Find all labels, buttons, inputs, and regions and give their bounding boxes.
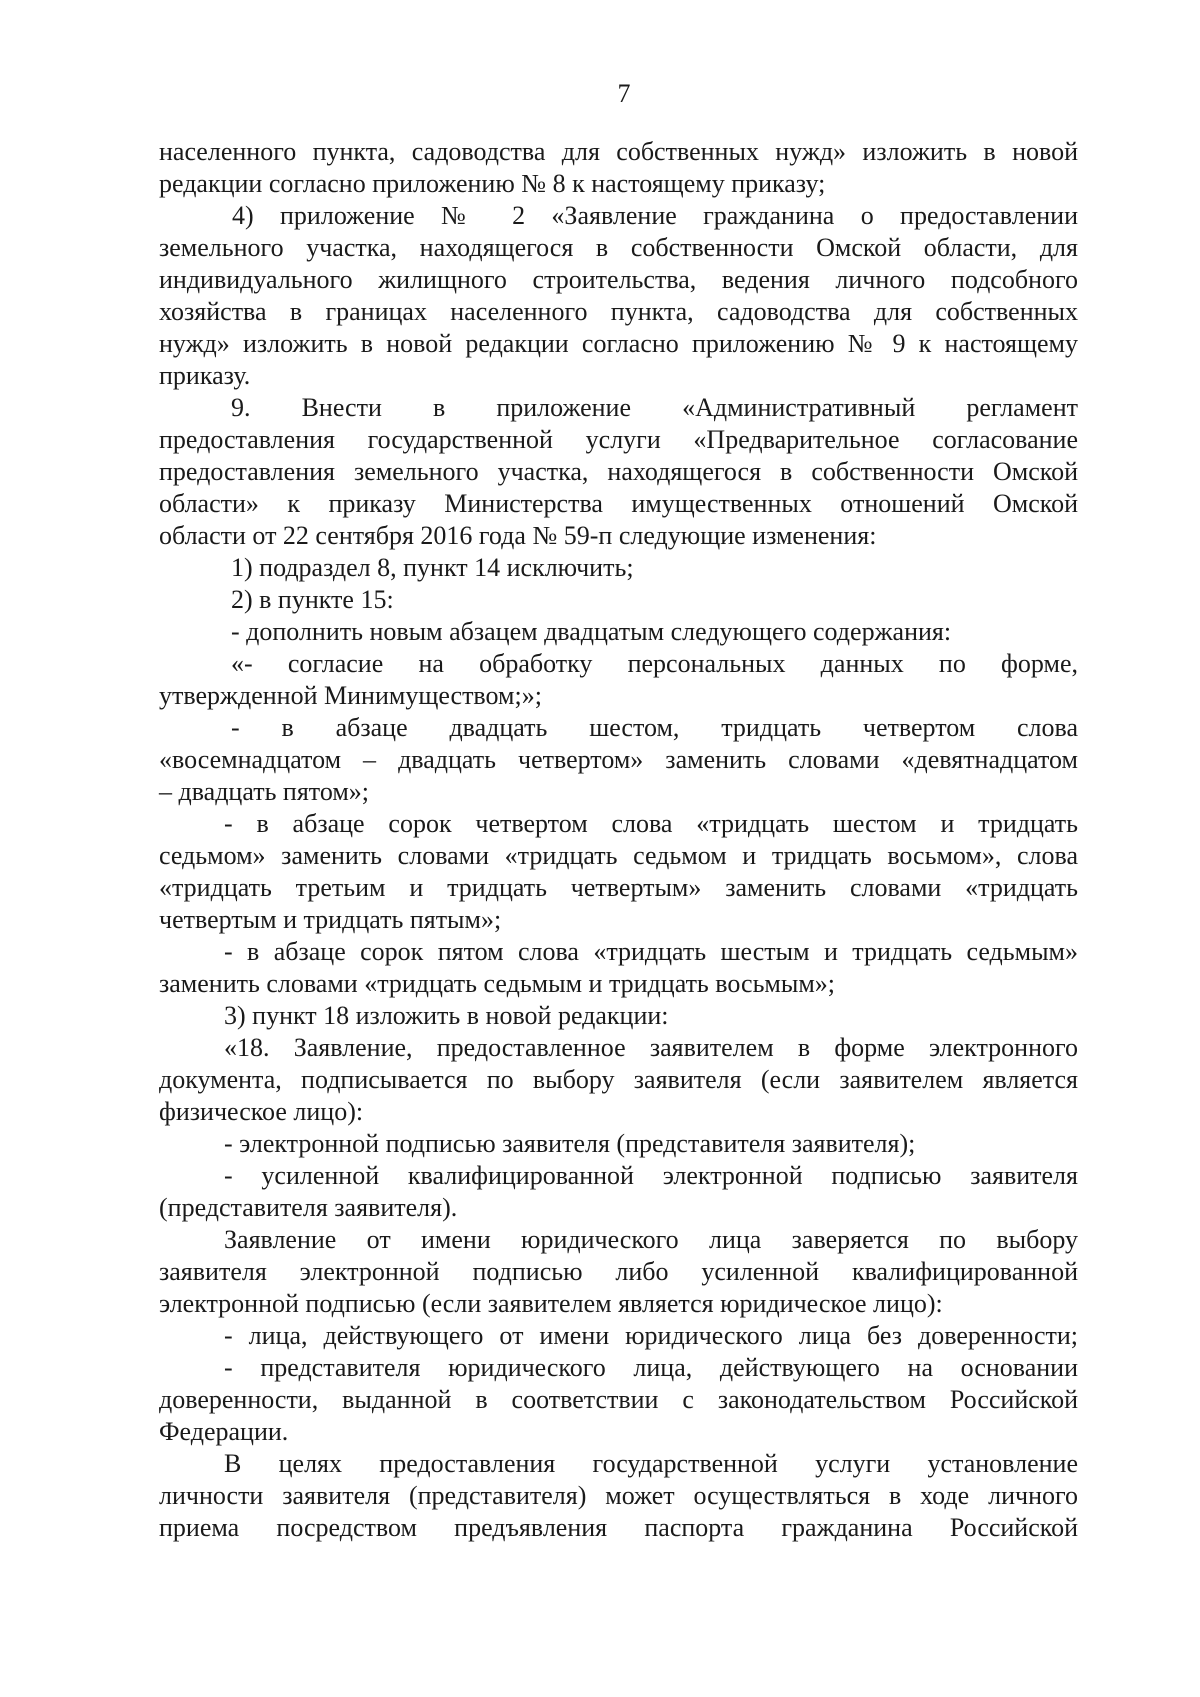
text-line: предоставления государственной услуги «Предварительное согласование xyxy=(159,425,1078,454)
text-line: седьмом» заменить словами «тридцать седьмом и тридцать восьмом», слова xyxy=(159,841,1078,870)
text-line: четвертым и тридцать пятым»; xyxy=(159,905,502,934)
text-line: «тридцать третьим и тридцать четвертым» заменить словами «тридцать xyxy=(159,873,1078,902)
text-line: «- согласие на обработку персональных данных по форме, xyxy=(231,649,1078,678)
text-line: редакции согласно приложению № 8 к настоящему приказу; xyxy=(159,169,826,198)
text-line: личности заявителя (представителя) может осуществляться в ходе личного xyxy=(159,1481,1078,1510)
text-line: хозяйства в границах населенного пункта, садоводства для собственных xyxy=(159,297,1078,326)
text-line: 2) в пункте 15: xyxy=(231,585,394,614)
text-line: - электронной подписью заявителя (представителя заявителя); xyxy=(224,1129,916,1158)
text-line: земельного участка, находящегося в собственности Омской области, для xyxy=(159,233,1078,262)
text-line: Федерации. xyxy=(159,1417,289,1446)
text-line: области от 22 сентября 2016 года № 59-п следующие изменения: xyxy=(159,521,877,550)
text-line: 9. Внести в приложение «Административный регламент xyxy=(231,393,1078,422)
text-line: приказу. xyxy=(159,361,251,390)
text-line: 1) подраздел 8, пункт 14 исключить; xyxy=(231,553,634,582)
text-line: «восемнадцатом – двадцать четвертом» заменить словами «девятнадцатом xyxy=(159,745,1078,774)
text-line: физическое лицо): xyxy=(159,1097,364,1126)
text-line: заявителя электронной подписью либо усиленной квалифицированной xyxy=(159,1257,1078,1286)
text-line: - в абзаце сорок пятом слова «тридцать шестым и тридцать седьмым» xyxy=(224,937,1078,966)
text-line: 3) пункт 18 изложить в новой редакции: xyxy=(224,1001,669,1030)
text-line: В целях предоставления государственной услуги установление xyxy=(224,1449,1078,1478)
text-line: электронной подписью (если заявителем является юридическое лицо): xyxy=(159,1289,943,1318)
text-line: 4) приложение № 2 «Заявление гражданина о предоставлении xyxy=(232,201,1078,230)
document-body xyxy=(159,136,1078,1544)
text-line: - в абзаце двадцать шестом, тридцать четвертом слова xyxy=(231,713,1078,742)
text-line: (представителя заявителя). xyxy=(159,1193,458,1222)
text-line: «18. Заявление, предоставленное заявителем в форме электронного xyxy=(224,1033,1078,1062)
text-line: области» к приказу Министерства имущественных отношений Омской xyxy=(159,489,1078,518)
text-line: нужд» изложить в новой редакции согласно приложению № 9 к настоящему xyxy=(159,329,1078,358)
text-line: доверенности, выданной в соответствии с законодательством Российской xyxy=(159,1385,1078,1414)
text-line: - дополнить новым абзацем двадцатым следующего содержания: xyxy=(231,617,952,646)
text-line: утвержденной Минимуществом;»; xyxy=(159,681,542,710)
text-line: заменить словами «тридцать седьмым и тридцать восьмым»; xyxy=(159,969,836,998)
text-line: приема посредством предъявления паспорта гражданина Российской xyxy=(159,1513,1078,1542)
text-line: Заявление от имени юридического лица заверяется по выбору xyxy=(224,1225,1078,1254)
text-line: - лица, действующего от имени юридического лица без доверенности; xyxy=(224,1321,1078,1350)
text-line: – двадцать пятом»; xyxy=(159,777,370,806)
text-line: предоставления земельного участка, находящегося в собственности Омской xyxy=(159,457,1078,486)
text-line: - в абзаце сорок четвертом слова «тридцать шестом и тридцать xyxy=(224,809,1078,838)
page-number: 7 xyxy=(617,79,631,108)
text-line: индивидуального жилищного строительства, ведения личного подсобного xyxy=(159,265,1078,294)
text-line: - усиленной квалифицированной электронной подписью заявителя xyxy=(224,1161,1078,1190)
text-line: документа, подписывается по выбору заявителя (если заявителем является xyxy=(159,1065,1078,1094)
text-line: - представителя юридического лица, действующего на основании xyxy=(224,1353,1078,1382)
text-line: населенного пункта, садоводства для собственных нужд» изложить в новой xyxy=(159,137,1078,166)
